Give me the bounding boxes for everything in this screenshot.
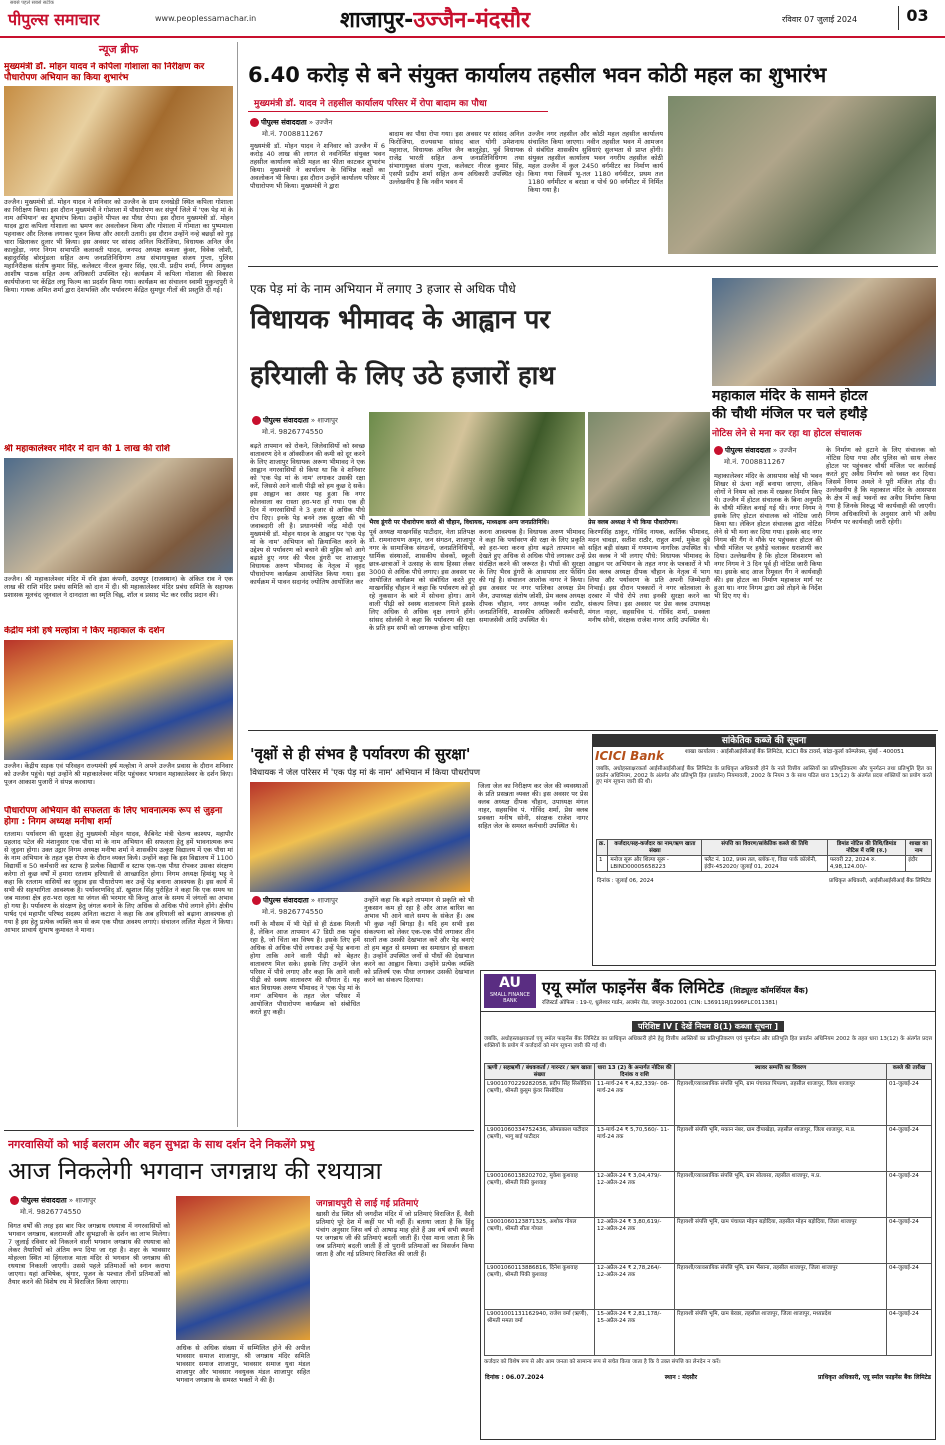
table-row: [485, 1080, 932, 1126]
au-cell: 11-मार्च-24 ₹ 4,82,339/- 08-मार्च-24 तक: [595, 1080, 675, 1126]
icici-cell: फ्लैट नं. 102, प्रथम तल, ब्लॉक-ए, विद्या पार्क कॉलोनी, इंदौर-452020/ जुलाई 01, 2024: [702, 856, 827, 872]
icici-col-header: डिमांड नोटिस की तिथि/डिमांड नोटिस में राशि (रु.): [827, 840, 905, 856]
hotel-byline-name: पीपुल्स संवाददाता: [725, 446, 771, 455]
brief2-body: उज्जैन। श्री महाकालेश्वर मंदिर में रवि इंफ्रा कंपनी, उदयपुर (राजस्थान) के अंकित राव ने एक लाख की राशि मंदिर प्रबंध समिति को दान में दी। श्री महाकालेश्वर मंदिर प्रबंध समिति के सहायक प्रशासक मूलचंद जूनवाल ने दानदाता का स्मृति चिह्न, शॉल व प्रसाद भेंट कर रसीद प्रदान की।: [4, 575, 233, 599]
tree-col2: पूर्व अध्यक्ष माखनसिंह पाटीदार, नेता प्रतिपक्ष डॉ. रामनारायण अमृत, जन संगठन, शाजापुर नगर के सामाजिक संगठनों, जनप्रतिनिधियों, धार्मिक संस्थाओं, शासकीय सेवकों, स्कूली छात्र-छात्राओं ने उत्साह के साथ हिस्सा लेकर 3000 से अधिक पौधे लगाए। इस अवसर पर आयोजित कार्यक्रम को संबोधित करते हुए माखनसिंह चौहान ने कहा कि पर्यावरण को हो रहे नुकसान के बारे में सोचना होगा। आने वाली पीढ़ी को स्वस्थ वातावरण मिले इसके लिए अधिक से अधिक वृक्ष लगाने होंगे। सांसद सोलंकी ने कहा कि पर्यावरण की रक्षा के प्रति हम सभी को जागरूक होना चाहिए।: [369, 528, 475, 632]
jail-subtitle: विधायक ने जेल परिसर में 'एक पेड़ मां के नाम' अभियान में किया पौधरोपण: [250, 768, 481, 778]
hotel-photo: [712, 278, 936, 386]
au-cell: रिहायशी संपत्ति भूमि, ग्राम बेरछा, तहसील शाजापुर, जिला शाजापुर, मध्यप्रदेश: [675, 1310, 887, 1356]
rath-col2: खासी रोड स्थित श्री जगदीश मंदिर में जो प्रतिमाएं विराजित हैं, वैसी प्रतिमाएं पूरे देश में कहीं पर भी नहीं हैं। बताया जाता है कि हिंदू पंचांग अनुसार जिस वर्ष दो आषाढ़ माह होते हैं उस वर्ष सभी स्थानों पर जगन्नाथ जी की प्रतिमाएं बदली जाती हैं। ऐसा माना जाता है कि जब प्रतिमाएं बदली जाती हैं तो पुरानी प्रतिमाओं का विसर्जन किया जाता है और नई प्रतिमाएं विराजित की जाती हैं।: [316, 1210, 474, 1258]
tree-col4: किरणसिंह ठाकुर, गोविंद नायक, कार्तिक भीमावद, मदन चावड़ा, सतीश राठौर, राहुल शर्मा, मुकेश दुबे सहित बड़ी संख्या में गणमान्य नागरिक उपस्थित थे। प्रेस क्लब ने भी लगाए पौधे: विधायक भीमावद के आह्वान पर अभियान के तहत नगर के पत्रकारों ने भी प्रेस क्लब अध्यक्ष दीपक चौहान के नेतृत्व में भाग लिया और पर्यावरण के प्रति अपनी जिम्मेदारी निभाई। इस दौरान पत्रकारों ने नगर कोतवाला के दरबार में पौधे रोपे तथा इनकी सुरक्षा करने का संकल्प लिया। इस अवसर पर प्रेस क्लब उपाध्यक्ष मंगल नाहर, सहसचिव पं. गोविंद शर्मा, प्रवक्ता मनीष सोनी, संरक्षक राजेश नागर आदि उपस्थित थे।: [588, 528, 710, 624]
rath-col3: अधिक से अधिक संख्या में सम्मिलित होने की अपील भावसार समाज शाजापुर, श्री जगन्नाथ मंदिर समिति भावसार समाज शाजापुर, भावसार समाज युवा मंडल शाजापुर और भावसार नवयुवक मंडल शाजापुर सहित भगवान जगन्नाथ के समस्त भक्तों ने की है।: [176, 1344, 310, 1384]
table-row: [485, 1172, 932, 1218]
section-title-a: शाजापुर-: [340, 8, 414, 33]
jail-byline-place: शाजापुर: [317, 896, 338, 905]
au-logo-text: AU: [499, 975, 521, 991]
rath-byline: पीपुल्स संवाददाता » शाजापुर: [10, 1196, 96, 1206]
brief2-title: श्री महाकालेश्वर मंदिर में दान की 1 लाख की राशि: [4, 444, 170, 454]
brief1-body: उज्जैन। मुख्यमंत्री डॉ. मोहन यादव ने शनिवार को उज्जैन के ग्राम रत्नखेड़ी स्थित कपिला गोशाला का निरीक्षण किया। इस दौरान मुख्यमंत्री ने गोशाला में पौधारोपण कर संपूर्ण जिले में 'एक पेड़ मां के नाम अभियान' का शुभारंभ किया। उन्होंने पीपल का पौधा रोपा। इस दौरान मुख्यमंत्री डॉ. मोहन यादव द्वारा कपिला गोशाला का भ्रमण कर अवलोकन किया और गोशाला में गोमाता का पुष्पमाला पहनाकर और तिलक लगाकर पूजन किया और आरती उतारी। इस दौरान उन्होंने नन्हे बछड़ों को गुड़ चारा खिलाकर दुलार भी किया। इस अवसर पर सांसद अनिल फिरोजिया, विधायक अनिल जैन कालूहेड़ा, नगर निगम सभापति कलावती यादव, जनपद अध्यक्ष कमला कुंवर, विवेक जोशी, बहादुरसिंह बोरमुंडला सहित अन्य जनप्रतिनिधिगण तथा संभागायुक्त संजय गुप्ता, पुलिस महानिरीक्षक संतोष कुमार सिंह, कलेक्टर नीरज कुमार सिंह, एस.पी. प्रदीप शर्मा, निगम आयुक्त आशीष पाठक सहित अन्य अधिकारी उपस्थित रहे। कार्यक्रम में कपिला गोशाला की विकास कार्ययोजना पर केंद्रित लघु फिल्म का प्रदर्शन किया गया। कार्यक्रम का संचालन स्वामी मुकुन्दपुरी ने किया। गायक अमित शर्मा द्वारा देशभक्ति और पर्यावरण केंद्रित सुमधुर गीतों की प्रस्तुति दी गई।: [4, 198, 233, 294]
lead-col2: बादाम का पौधा रोपा गया। इस अवसर पर सांसद अनिल फिरोजिया, राज्यसभा सांसद बाल योगी उमेशनाथ महाराज, विधायक अनिल जैन कालूहेड़ा, पूर्व विधायक राजेंद्र भारती सहित अन्य जनप्रतिनिधिगण तथा संभागायुक्त संजय गुप्ता, कलेक्टर नीरज कुमार सिंह, एसपी प्रदीप शर्मा सहित अन्य अधिकारी उपस्थित रहे। उल्लेखनीय है कि नवीन भवन में: [389, 130, 524, 186]
rath-headline: आज निकलेगी भगवान जगन्नाथ की रथयात्रा: [8, 1157, 382, 1185]
icici-table: [596, 839, 932, 872]
au-bank-notice: [480, 970, 936, 1440]
reporter-icon: [252, 416, 261, 425]
icici-sign: प्राधिकृत अधिकारी, आईसीआईसीआई बैंक लिमिटेड: [829, 878, 931, 884]
au-cell: L9001060113886816, दिनेश कुशवाह (ऋणी), श्रीमती पिंकी कुशवाह: [485, 1264, 595, 1310]
rath-byline-place: शाजापुर: [75, 1196, 96, 1205]
au-cell: रिहायशी संपत्ति भूमि, ग्राम पंचायत मोहन बड़ोदिया, तहसील मोहन बड़ोदिया, जिला शाजापुर: [675, 1218, 887, 1264]
lead-photo: [668, 96, 936, 254]
brief1-photo: [4, 86, 233, 196]
brief4-body: रतलाम। पर्यावरण की सुरक्षा हेतु मुख्यमंत्री मोहन यादव, कैबिनेट मंत्री चेतन्य काश्यप, महापौर प्रहलाद पटेल की मंशानुसार एक पौधा मां के नाम अभियान की सफलता हेतु हमें भावनात्मक रूप से जुड़ना होगा। उक्त उद्गार निगम अध्यक्ष मनीषा शर्मा ने शासकीय उत्कृष्ट विद्यालय में एक पौधा मां के नाम अभियान के तहत वृक्ष रोपण के दौरान व्यक्त किये। उन्होंने कहा कि इस विद्यालय में 1100 विद्यार्थी व 50 कर्मचारी का स्टाफ है प्रत्येक विद्यार्थी व स्टाफ एक-एक पौधा रोपकर उसका संरक्षण करेगा तो कुछ वर्षों में हमारा रतलाम हरियाली से आच्छादित होगा। निगम अध्यक्ष हिमांशु भट्ट ने कहा कि रतलाम वासियों का जुड़ाव इस पौधारोपण कर उन्हें पेड़ बनाना आवश्यक है। इस कार्य में सभी की सहभागिता आवश्यक है। पर्यावरणविद् डॉ. खुशाल सिंह पुरोहित ने कहा कि एक समय था जब मालवा क्षेत्र हरा-भरा रहता था जंगल की भरमार थी किन्तु आज के समय में जंगलों का अभाव हो गया है। पर्यावरण के संरक्षण हेतु जंगल बनाने के लिए अधिक से अधिक पौधे लगाने होंगे। क्षेत्रीय पार्षद एवं महापौर परिषद सदस्य अनिता कटारा ने कहा कि अब हरियाली को बढ़ाना आवश्यक हो गया है इस हेतु प्रत्येक व्यक्ति कम से कम एक पौधा अवश्य लगाएं। संचालन ललित मेहता ने किया। आभार प्राचार्य सुभाष कुमावत ने माना।: [4, 830, 233, 934]
tree-byline-place: शाजापुर: [317, 416, 338, 425]
hotel-byline-place: उज्जैन: [779, 446, 797, 455]
table-row: [485, 1310, 932, 1356]
au-title-main: एयू स्मॉल फाइनेंस बैंक लिमिटेड: [542, 978, 724, 997]
rath-photo: [176, 1196, 310, 1340]
jail-phone: मो.नं. 9826774550: [262, 908, 324, 916]
lead-col3: उज्जैन नगर तहसील और कोठी महल तहसील कार्यालय संचालित किया जाएगा। नवीन तहसील भवन में आमजन से संबंधित शासकीय सुविधाएं सुलभता से प्राप्त होंगी। संयुक्त तहसील कार्यालय भवन नगरीय तहसील कोठी महल उज्जैन में कुल 2450 वर्गमीटर का निर्माण कार्य किया गया जिसमें भू-तल 1180 वर्गमीटर, प्रथम तल 1180 वर्गमीटर व बराडा व पोर्च 90 वर्गमीटर में निर्मित किया गया है।: [528, 130, 663, 194]
table-row: [485, 1218, 932, 1264]
hotel-col1: महाकालेश्वर मंदिर के आसपास कोई भी भवन शिखर से ऊंचा नहीं बनाया जाएगा, लेकिन लोगों ने नियम को ताक में रखकर निर्माण किए थे। उज्जैन में होटल संचालक के बिना अनुमति के चौथी मंजिल बनाई गई थी। नगर निगम ने इसके लिए होटल संचालक को नोटिस जारी किया था। लेकिन होटल संचालक द्वारा नोटिस लेने से भी मना कर दिया गया। इसके बाद नगर निगम की गैंग ने मौके पर पहुंचकर होटल की चौथी मंजिल पर हथौड़े चलाकर धराशायी कर दिया। उल्लेखनीय है कि होटल शिवशरण को नगर निगम ने 3 दिन पूर्व ही नोटिस जारी किया था। इसके बाद आज रिमूवल गैंग ने कार्यवाही की। इस होटल का निर्माण महाकाल मार्ग पर हुआ था। नगर निगम द्वारा उसे तोड़ने के निर्देश भी दिए गए थे।: [714, 472, 822, 600]
icici-notice: [592, 734, 936, 966]
au-cell: 12-अप्रैल-24 ₹ 2,78,264/- 12-अप्रैल-24 तक: [595, 1264, 675, 1310]
au-cell: 04-जुलाई-24: [887, 1126, 932, 1172]
au-cell: 04-जुलाई-24: [887, 1310, 932, 1356]
reporter-icon: [250, 118, 259, 127]
section-title: [340, 4, 530, 34]
rath-kicker: नगरवासियों को भाई बलराम और बहन सुभद्रा के साथ दर्शन देने निकलेंगे प्रभु: [8, 1138, 315, 1151]
rath-phone: मो.नं. 9826774550: [20, 1208, 82, 1216]
brief1-title: मुख्यमंत्री डॉ. मोहन यादव ने कपिला गोशाला का निरीक्षण कर पौधारोपण अभियान का किया शुभारंभ: [4, 62, 205, 83]
au-tag: परिशिष्ट IV [ देखें नियम 8(1) कब्जा सूचना ]: [632, 1021, 784, 1032]
tree-col3: करना आवश्यक है। विधायक अरुण भीमावद ने कहा कि पर्यावरण की रक्षा के लिए प्रकृति को हरा-भरा करना होगा बढ़ते तापमान को देखते हुए अधिक से अधिक पौधे लगाकर उन्हें संरक्षित करने की जरूरत है। पौधों की सुरक्षा के लिए भैरव डूंगरी के आसपास तार फेंसिंग की गई है। संचालन आलोक नागर ने किया। इस अवसर पर नगर पालिका अध्यक्ष प्रेम जैन, उपाध्यक्ष संतोष जोशी, प्रेम क्लब अध्यक्ष दीपक चौहान, नगर अध्यक्ष नवीन राठौर, जनप्रतिनिधि, शासकीय अधिकारी कर्मचारी, समाजसेवी आदि उपस्थित थे।: [479, 528, 585, 624]
tree-phone: मो.नं. 9826774550: [262, 428, 324, 436]
icici-col-header: संपत्ति का विवरण/सांकेतिक कब्जे की तिथि: [702, 840, 827, 856]
au-title: [542, 976, 932, 998]
au-cell: रिहायशी/व्यावसायिक संपत्ति भूमि, ग्राम सोलासा, तहसील शाजापुर, म.प्र.: [675, 1172, 887, 1218]
tree-caption-1: भैरव डूंगरी पर पौधारोपण करते श्री चौहान, विधायक, माध्यक्षक अन्य जनप्रतिनिधि।: [369, 519, 550, 526]
hotel-headline-2: की चौथी मंजिल पर चले हथौड़े: [712, 406, 868, 422]
icici-cell: इंदौर: [906, 856, 932, 872]
au-col-header: धारा 13 (2) के अन्तर्गत नोटिस की दिनांक व राशि: [595, 1064, 675, 1080]
masthead-tagline: सबसे पहले सबसे सटीक: [10, 0, 54, 6]
table-row: [485, 1264, 932, 1310]
au-table: [484, 1063, 932, 1356]
icici-table-header: [597, 840, 932, 856]
jail-byline-name: पीपुल्स संवाददाता: [263, 896, 309, 905]
au-col-header: ऋणी / सहऋणी / बंधककर्ता / गारन्टर / ऋण खाता संख्या: [485, 1064, 595, 1080]
divider: [248, 266, 938, 267]
au-cell: L9001060138202702, मुकेश कुशवाह (ऋणी), श्रीमती रिंकी कुशवाह: [485, 1172, 595, 1218]
au-cell: रिहायशी संपत्ति भूमि, मकान नंबर, ग्राम दीपाखेड़ा, तहसील शाजापुर, जिला शाजापुर, म.प्र.: [675, 1126, 887, 1172]
brief4-title: पौधारोपण अभियान की सफलता के लिए भावनात्मक रूप से जुड़ना होगा : निगम अध्यक्ष मनीषा शर्मा: [4, 806, 223, 827]
reporter-icon: [10, 1196, 19, 1205]
au-cell: 04-जुलाई-24: [887, 1218, 932, 1264]
hotel-col2: के निर्माण को हटाने के लिए संचालक को नोटिस दिया गया और पुलिस को साथ लेकर होटल पर पहुंचकर चौथी मंजिल पर कार्रवाई करते हुए अवैध निर्माण को ध्वस्त कर दिया। जिसमें निगम अमले ने पूरी मंजिल तोड़ दी। उल्लेखनीय है कि महाकाल मंदिर के आसपास के क्षेत्र में कई भवनों का अवैध निर्माण किया गया है जिनके विरुद्ध भी कार्यवाही की जाएगी। निगम अधिकारियों के अनुसार आगे भी अवैध निर्माण पर कार्यवाही जारी रहेगी।: [826, 446, 936, 526]
au-cell: 12-अप्रैल-24 ₹ 3,04,479/- 12-अप्रैल-24 तक: [595, 1172, 675, 1218]
au-cell: 04-जुलाई-24: [887, 1264, 932, 1310]
lead-byline-name: पीपुल्स संवाददाता: [261, 118, 307, 127]
jail-byline: पीपुल्स संवाददाता » शाजापुर: [252, 896, 338, 906]
tree-photo-2: [588, 412, 710, 516]
au-cell: 15-अप्रैल-24 ₹ 2,81,178/- 15-अप्रैल-24 तक: [595, 1310, 675, 1356]
lead-headline: 6.40 करोड़ से बने संयुक्त कार्यालय तहसील भवन कोठी महल का शुभारंभ: [248, 63, 827, 87]
icici-office: शाखा कार्यालय : आईसीआईसीआई बैंक लिमिटेड, ICICI बैंक टावर्स, बांद्रा-कुर्ला कॉम्प्लेक्स, मुंबई - 400051: [685, 749, 905, 755]
news-brief-label: न्यूज ब्रीफ: [98, 43, 139, 56]
masthead-url[interactable]: www.peoplessamachar.in: [155, 14, 257, 23]
jail-col3: जिला जेल का निरीक्षण कर जेल की व्यवस्थाओं के प्रति प्रसन्नता व्यक्त की। इस अवसर पर प्रेस क्लब अध्यक्ष दीपक चौहान, उपाध्यक्ष मंगल नाहर, सहसचिव पं. गोविंद शर्मा, प्रेस क्लब प्रवक्ता मनीष सोनी, संरक्षक राजेश नागर सहित जेल के समस्त कर्मचारी उपस्थित थे।: [478, 782, 588, 830]
icici-body: जबकि, अधोहस्ताक्षरकर्ता आईसीआईसीआई बैंक लिमिटेड के प्राधिकृत अधिकारी होने के नाते वित्तीय आस्तियों का प्रतिभूतिकरण और पुनर्गठन तथा प्रतिभूति हित का प्रवर्तन अधिनियम, 2002 के अंतर्गत और प्रतिभूति हित (प्रवर्तन) नियमावली, 2002 के नियम 3 के साथ पठित धारा 13(12) के अंतर्गत प्रदत्त शक्तियों का प्रयोग करते हुए मांग सूचना जारी की थी।: [596, 766, 932, 785]
jail-headline: 'वृक्षों से ही संभव है पर्यावरण की सुरक्षा': [250, 745, 471, 763]
icici-date: दिनांक : जुलाई 06, 2024: [597, 878, 654, 884]
au-cell: रिहायशी/व्यावसायिक संपत्ति भूमि, ग्राम पंचायत पिपल्या, तहसील शाजापुर, जिला शाजापुर: [675, 1080, 887, 1126]
tree-col1: बढ़ते तापमान को रोकने, जिलेवासियों को स्वच्छ वातावरण देने व ऑक्सीजन की कमी को दूर करने के लिए शाजापुर विधायक अरूण भीमावद ने एक आह्वान नगरवासियों से किया था कि वे शनिवार को 'एक पेड़ मां के नाम' लगाकर उसकी रक्षा करें, जिससे आने वाली पीढ़ी को हम कुछ दे सकें। इस आह्वान का असर यह हुआ कि नगर कोलवाला का रास्ता हरा-भरा हो गया। एक ही दिन में नगरवासियों ने 3 हजार से अधिक पौधे रोप दिए। इनके पेड़ बनने तक सुरक्षा की भी जवाबदारी ली है। प्रधानमंत्री नरेंद्र मोदी एवं मुख्यमंत्री डॉ. मोहन यादव के आह्वान पर 'एक पेड़ मां के नाम' अभियान को क्रियान्वित करने के उद्देश्य से पर्यावरण को बचाने की मुहिम को आगे बढ़ाते हुए नगर की भैरव डूंगरी पर शाजापुर विधायक अरुण भीमावद के नेतृत्व में वृहद पौधारोपण कार्यक्रम आयोजित किया गया। इस कार्यक्रम में पावन सदानंद ज्योतिष आयोजित कर: [250, 442, 365, 586]
au-place: स्थान : मंदसौर: [664, 1374, 698, 1381]
rath-side-title: जगन्नाथपुरी से लाई गई प्रतिमाएं: [316, 1199, 419, 1209]
lead-byline-place: उज्जैन: [315, 118, 333, 127]
hotel-byline: पीपुल्स संवाददाता » उज्जैन: [714, 446, 796, 456]
divider: [4, 1130, 474, 1131]
rath-byline-name: पीपुल्स संवाददाता: [21, 1196, 67, 1205]
brief3-body: उज्जैन। केंद्रीय सड़क एवं परिवहन राज्यमंत्री हर्ष मल्होत्रा ने अपने उज्जैन प्रवास के दौरान शनिवार को उज्जैन पहुंचे। यहां उन्होंने श्री महाकालेश्वर मंदिर पहुंचकर भगवान महाकालेश्वर के दर्शन किए। पूजन आकाश पुजारी ने संपन्न करवाया।: [4, 762, 233, 786]
divider: [248, 730, 938, 731]
au-cell: L9001070229282058, प्रदीप सिंह सिसोदिया (ऋणी), श्रीमती कुसुम कुंवर सिसोदिया: [485, 1080, 595, 1126]
icici-cell: मनोज सूरू और शिल्पा सूरू - LBIND00005658223: [608, 856, 702, 872]
lead-subtitle: मुख्यमंत्री डॉ. यादव ने तहसील कार्यालय परिसर में रोपा बादाम का पौधा: [248, 96, 548, 112]
reporter-icon: [714, 446, 723, 455]
au-cell: 04-जुलाई-24: [887, 1172, 932, 1218]
icici-col-header: कर्जदार/सह-कर्जदार का नाम/ऋण खाता संख्या: [608, 840, 702, 856]
au-cell: L9001060334752436, ओमप्रकाश पाटीदार (ऋणी), भागु बाई पाटीदार: [485, 1126, 595, 1172]
au-logo-subtext: SMALL FINANCE BANK: [490, 992, 530, 1004]
brief3-title: केंद्रीय मंत्री हर्ष मल्होत्रा ने किए महाकाल के दर्शन: [4, 626, 165, 636]
au-logo[interactable]: [484, 974, 536, 1008]
jail-col1: गर्मी के मौसम में भी पेड़ों से ही ठंडक मिलती है, लेकिन आज तापमान 47 डिग्री तक पहुंच रहा है, जो चिंता का विषय है। इसके लिए हमें अधिक से अधिक पौधे लगाकर उन्हें पेड़ बनाना होगा ताकि आने वाली पीढ़ी को बेहतर वातावरण मिल सके। इसके लिए उन्होंने जेल परिसर में पौधे लगाए और कहा कि आने वाली पीढ़ी को स्वस्थ वातावरण की सौगात दें। यह बात विधायक अरुण भीमावद ने 'एक पेड़ मां के नाम' अभियान के तहत जेल परिसर में आयोजित पौधारोपण कार्यक्रम को संबोधित करते हुए कही।: [250, 920, 360, 1016]
icici-logo: ICICI Bank: [595, 749, 664, 763]
au-cell: 12-अप्रैल-24 ₹ 3,80,619/- 12-अप्रैल-24 तक: [595, 1218, 675, 1264]
brief3-photo: [4, 640, 233, 760]
au-cell: L9001060123871325, अशोक गोयल (ऋणी), श्रीमती सीता गोयल: [485, 1218, 595, 1264]
hotel-phone: मो.नं. 7008811267: [724, 458, 786, 466]
au-sign: प्राधिकृत अधिकारी, एयू स्मॉल फाइनेंस बैंक लिमिटेड: [818, 1374, 931, 1381]
table-row: [597, 856, 932, 872]
tree-headline-2: हरियाली के लिए उठे हजारों हाथ: [250, 361, 556, 391]
au-cell: 13-मार्च-24 ₹ 5,70,560/- 11-मार्च-24 तक: [595, 1126, 675, 1172]
section-title-b: उज्जैन-मंदसौर: [413, 8, 531, 33]
rath-col1: विगत वर्षों की तरह इस बार फिर जगन्नाथ रथयात्रा में नगरवासियों को भगवान जगन्नाथ, बलरामजी और सुभद्राजी के दर्शन का लाभ मिलेगा। 7 जुलाई रविवार को निकलने वाली भगवान जगन्नाथ की रथयात्रा को लेकर तैयारियों को अंतिम रूप दिया जा रहा है। शहर के भावसार मोहल्ला स्थित मां हिंगलाज माता मंदिर से भगवान श्री जगन्नाथ की रथयात्रा निकाली जाएगी। उससे पहले प्रतिमाओं को स्नान कराया जाएगा। यहां अभिषेक, श्रृंगार, पूजन के पश्चात तीनों प्रतिमाओं को तैयार करने की विशेष रथ में विराजित किया जाएगा।: [8, 1222, 170, 1286]
au-footer: कर्जदार को विशेष रूप से और आम जनता को सामान्य रूप से सचेत किया जाता है कि वे उक्त संपत्ति का लेनदेन न करें।: [484, 1359, 721, 1365]
tree-photo-1: [369, 412, 585, 516]
lead-byline: पीपुल्स संवाददाता » उज्जैन: [250, 118, 332, 128]
tree-headline-1: विधायक भीमावद के आह्वान पर: [250, 305, 551, 335]
au-cell: रिहायशी/व्यावसायिक संपत्ति भूमि, ग्राम भैंसाना, तहसील शाजापुर, जिला शाजापुर: [675, 1264, 887, 1310]
au-table-header: [485, 1064, 932, 1080]
au-col-header: स्थावर सम्पत्ति का विवरण: [675, 1064, 887, 1080]
table-row: [485, 1126, 932, 1172]
date: रविवार 07 जुलाई 2024: [782, 15, 858, 24]
au-col-header: कब्जे की तारीख: [887, 1064, 932, 1080]
lead-col1: मुख्यमंत्री डॉ. मोहन यादव ने शनिवार को उज्जैन में 6 करोड़ 40 लाख की लागत से नवनिर्मित संयुक्त भवन तहसील कार्यालय कोठी महल का फीता काटकर शुभारंभ किया। मुख्यमंत्री ने कार्यालय के विभिन्न कक्षों का अवलोकन भी किया। इस दौरान उन्होंने कार्यालय परिसर में पौधारोपण भी किया। मुख्यमंत्री ने द्वारा: [250, 142, 385, 190]
icici-notice-title: सांकेतिक कब्जे की सूचना: [593, 735, 935, 747]
au-cell: 01-जुलाई-24: [887, 1080, 932, 1126]
jail-col2: उन्होंने कहा कि बढ़ते तापमान से प्रकृति को भी नुकसान कम हो रहा है और आज बारिश का अभाव भी आने वाले समय के संकेत हैं। अब भी कुछ नहीं बिगड़ा है। यदि हम सभी इस संकल्पना को लेकर एक-एक पौधे लगाकर तीन सालों तक उसकी देखभाल करें और पेड़ बनाएं तो हम बहुत से समस्या का समाधान हो सकता है। उन्होंने उपस्थित जनों से पौधों की देखभाल करने का आह्वान किया। उन्होंने प्रत्येक व्यक्ति को प्रतिवर्ष एक पौधा लगाकर उसकी देखभाल करने का संकल्प दिलाया।: [364, 896, 474, 984]
au-title-suffix: (शिड्यूल्ड कॉमर्शियल बैंक): [729, 986, 809, 995]
icici-cell: 1: [597, 856, 608, 872]
icici-cell: फरवरी 22, 2024 रु. 4,98,124.00/-: [827, 856, 905, 872]
icici-col-header: क्र.: [597, 840, 608, 856]
lead-phone: मो.नं. 7008811267: [262, 130, 324, 138]
hotel-headline-1: महाकाल मंदिर के सामने होटल: [712, 388, 868, 404]
au-date: दिनांक : 06.07.2024: [485, 1374, 544, 1381]
tree-kicker: एक पेड़ मां के नाम अभियान में लगाए 3 हजार से अधिक पौधे: [250, 282, 516, 296]
hotel-subtitle: नोटिस लेने से मना कर रहा था होटल संचालक: [712, 429, 862, 439]
au-cell: L9001001131162940, राजेश वर्मा (ऋणी), श्रीमती ममता वर्मा: [485, 1310, 595, 1356]
icici-col-header: शाखा का नाम: [906, 840, 932, 856]
jail-photo: [250, 782, 470, 892]
brief2-photo: [4, 458, 233, 573]
masthead: [0, 0, 945, 38]
page-number: 03: [898, 6, 936, 30]
tree-caption-2: प्रेस क्लब अध्यक्ष ने भी किया पौधारोपण।: [588, 519, 678, 526]
news-brief-column: [4, 42, 238, 1127]
reporter-icon: [252, 896, 261, 905]
tree-byline: पीपुल्स संवाददाता » शाजापुर: [252, 416, 338, 426]
tree-byline-name: पीपुल्स संवाददाता: [263, 416, 309, 425]
au-address: रजिस्टर्ड ऑफिस : 19-ए, धुलेश्वर गार्डन, अजमेर रोड, जयपुर-302001 (CIN: L36911RJ1996PLC011381): [542, 1000, 778, 1006]
au-intro: जबकि, अधोहस्ताक्षरकर्ता एयू स्मॉल फाइनेंस बैंक लिमिटेड का प्राधिकृत अधिकारी होने हेतु वित्तीय आस्तियों का प्रतिभूतिकरण एवं पुनर्गठन और प्रतिभूति हित प्रवर्तन अधिनियम 2002 के तहत धारा 13(12) के अंतर्गत प्रदत्त शक्तियों के प्रयोग में कर्जदारों को मांग सूचना जारी की गई थी।: [484, 1036, 932, 1049]
masthead-logo[interactable]: पीपुल्स समाचार: [8, 10, 100, 29]
